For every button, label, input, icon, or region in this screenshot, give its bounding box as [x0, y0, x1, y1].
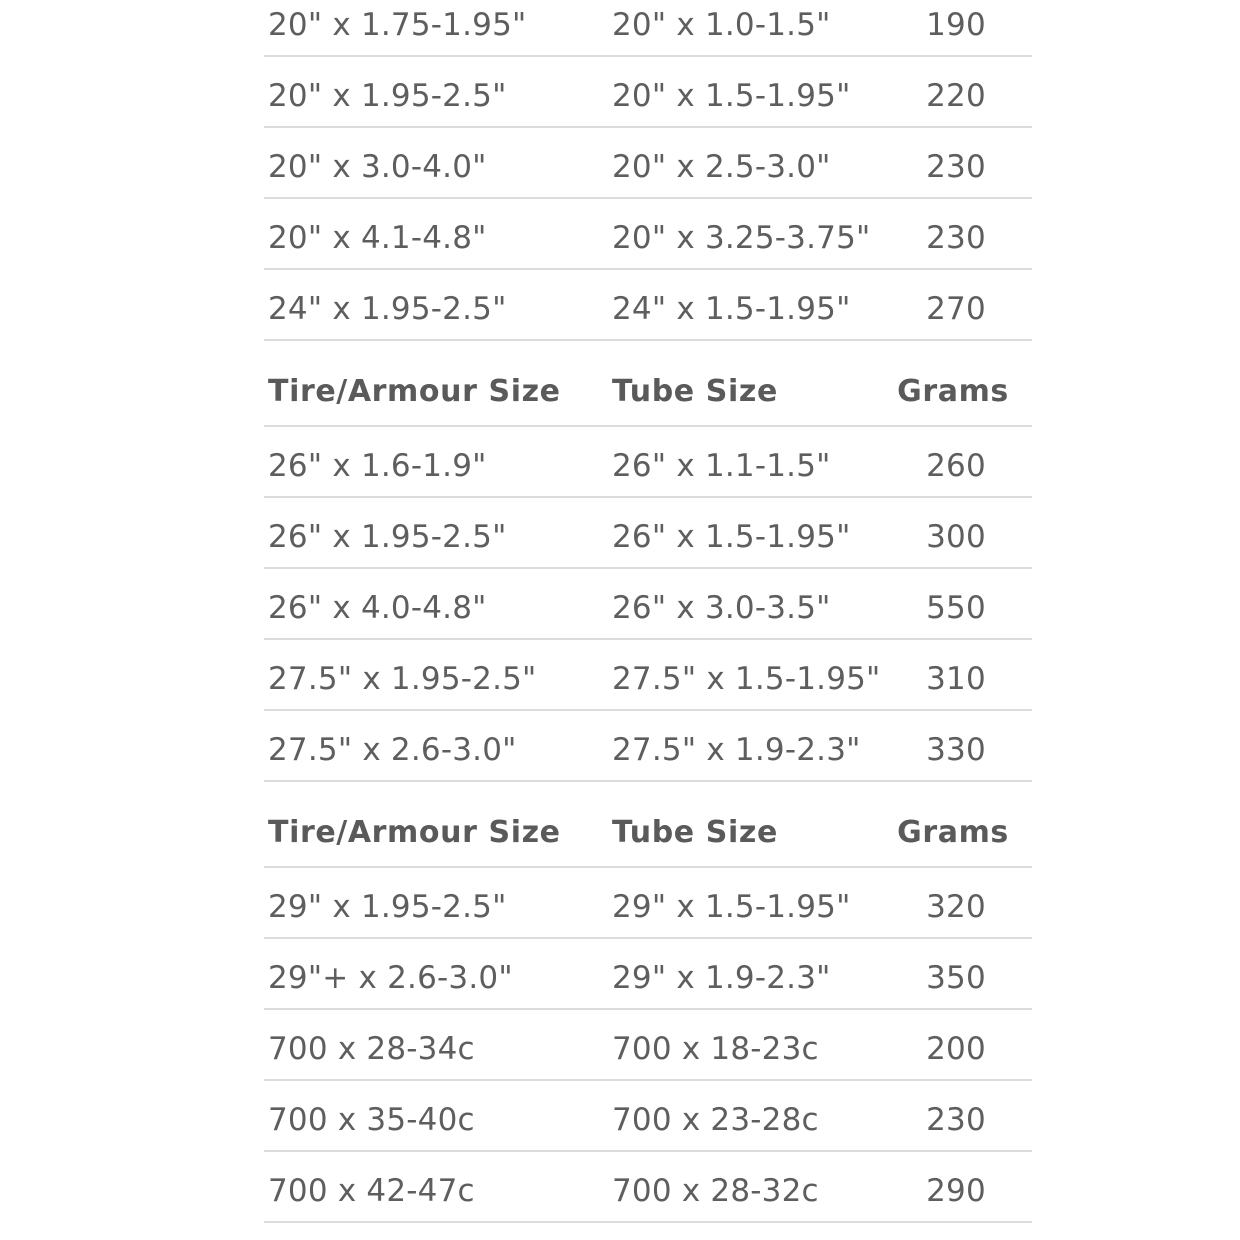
- table-row: [264, 868, 1032, 939]
- grams-cell: 230: [926, 149, 986, 185]
- tube-size-cell: 20" x 1.0-1.5": [612, 7, 831, 43]
- tube-size-cell: 20" x 3.25-3.75": [612, 220, 871, 256]
- size-chart-table: [264, 0, 1032, 1223]
- table-header-row: [264, 341, 1032, 427]
- table-row: [264, 128, 1032, 199]
- tire-size-cell: 27.5" x 2.6-3.0": [268, 732, 517, 768]
- tube-size-cell: 20" x 2.5-3.0": [612, 149, 831, 185]
- tire-size-cell: 700 x 28-34c: [268, 1031, 475, 1067]
- tube-size-cell: 26" x 1.1-1.5": [612, 448, 831, 484]
- tire-size-cell: 20" x 4.1-4.8": [268, 220, 487, 256]
- table-row: [264, 270, 1032, 341]
- grams-cell: 200: [926, 1031, 986, 1067]
- tire-size-cell: 29" x 1.95-2.5": [268, 889, 507, 925]
- table-row: [264, 0, 1032, 57]
- grams-cell: 270: [926, 291, 986, 327]
- tire-size-cell: 26" x 1.95-2.5": [268, 519, 507, 555]
- tire-size-cell: 20" x 1.95-2.5": [268, 78, 507, 114]
- grams-cell: 260: [926, 448, 986, 484]
- table-row: [264, 569, 1032, 640]
- tube-size-cell: 27.5" x 1.5-1.95": [612, 661, 881, 697]
- table-row: [264, 57, 1032, 128]
- grams-header: Grams: [897, 815, 1009, 850]
- tube-size-cell: 700 x 28-32c: [612, 1173, 819, 1209]
- tire-size-cell: 27.5" x 1.95-2.5": [268, 661, 537, 697]
- tube-size-cell: 24" x 1.5-1.95": [612, 291, 851, 327]
- grams-cell: 230: [926, 220, 986, 256]
- grams-header: Grams: [897, 374, 1009, 409]
- table-row: [264, 1152, 1032, 1223]
- tire-size-cell: 20" x 3.0-4.0": [268, 149, 487, 185]
- tire-size-cell: 24" x 1.95-2.5": [268, 291, 507, 327]
- grams-cell: 220: [926, 78, 986, 114]
- tire-size-cell: 29"+ x 2.6-3.0": [268, 960, 513, 996]
- tube-size-cell: 700 x 23-28c: [612, 1102, 819, 1138]
- table-row: [264, 1081, 1032, 1152]
- grams-cell: 300: [926, 519, 986, 555]
- tube-size-cell: 26" x 1.5-1.95": [612, 519, 851, 555]
- table-row: [264, 711, 1032, 782]
- grams-cell: 350: [926, 960, 986, 996]
- tube-size-cell: 27.5" x 1.9-2.3": [612, 732, 861, 768]
- table-row: [264, 498, 1032, 569]
- tube-size-cell: 29" x 1.5-1.95": [612, 889, 851, 925]
- table-header-row: [264, 782, 1032, 868]
- table-row: [264, 640, 1032, 711]
- grams-cell: 290: [926, 1173, 986, 1209]
- grams-cell: 190: [926, 7, 986, 43]
- tire-size-cell: 26" x 1.6-1.9": [268, 448, 487, 484]
- grams-cell: 330: [926, 732, 986, 768]
- tube-size-cell: 20" x 1.5-1.95": [612, 78, 851, 114]
- table-row: [264, 1010, 1032, 1081]
- tire-size-cell: 700 x 35-40c: [268, 1102, 475, 1138]
- tire-size-cell: 20" x 1.75-1.95": [268, 7, 527, 43]
- grams-cell: 550: [926, 590, 986, 626]
- tire-armour-size-header: Tire/Armour Size: [268, 815, 561, 850]
- tire-size-cell: 26" x 4.0-4.8": [268, 590, 487, 626]
- tire-armour-size-header: Tire/Armour Size: [268, 374, 561, 409]
- grams-cell: 320: [926, 889, 986, 925]
- tube-size-cell: 700 x 18-23c: [612, 1031, 819, 1067]
- table-row: [264, 427, 1032, 498]
- grams-cell: 310: [926, 661, 986, 697]
- tube-size-header: Tube Size: [612, 815, 778, 850]
- tube-size-cell: 29" x 1.9-2.3": [612, 960, 831, 996]
- tube-size-header: Tube Size: [612, 374, 778, 409]
- grams-cell: 230: [926, 1102, 986, 1138]
- tire-size-cell: 700 x 42-47c: [268, 1173, 475, 1209]
- table-row: [264, 199, 1032, 270]
- table-row: [264, 939, 1032, 1010]
- tube-size-cell: 26" x 3.0-3.5": [612, 590, 831, 626]
